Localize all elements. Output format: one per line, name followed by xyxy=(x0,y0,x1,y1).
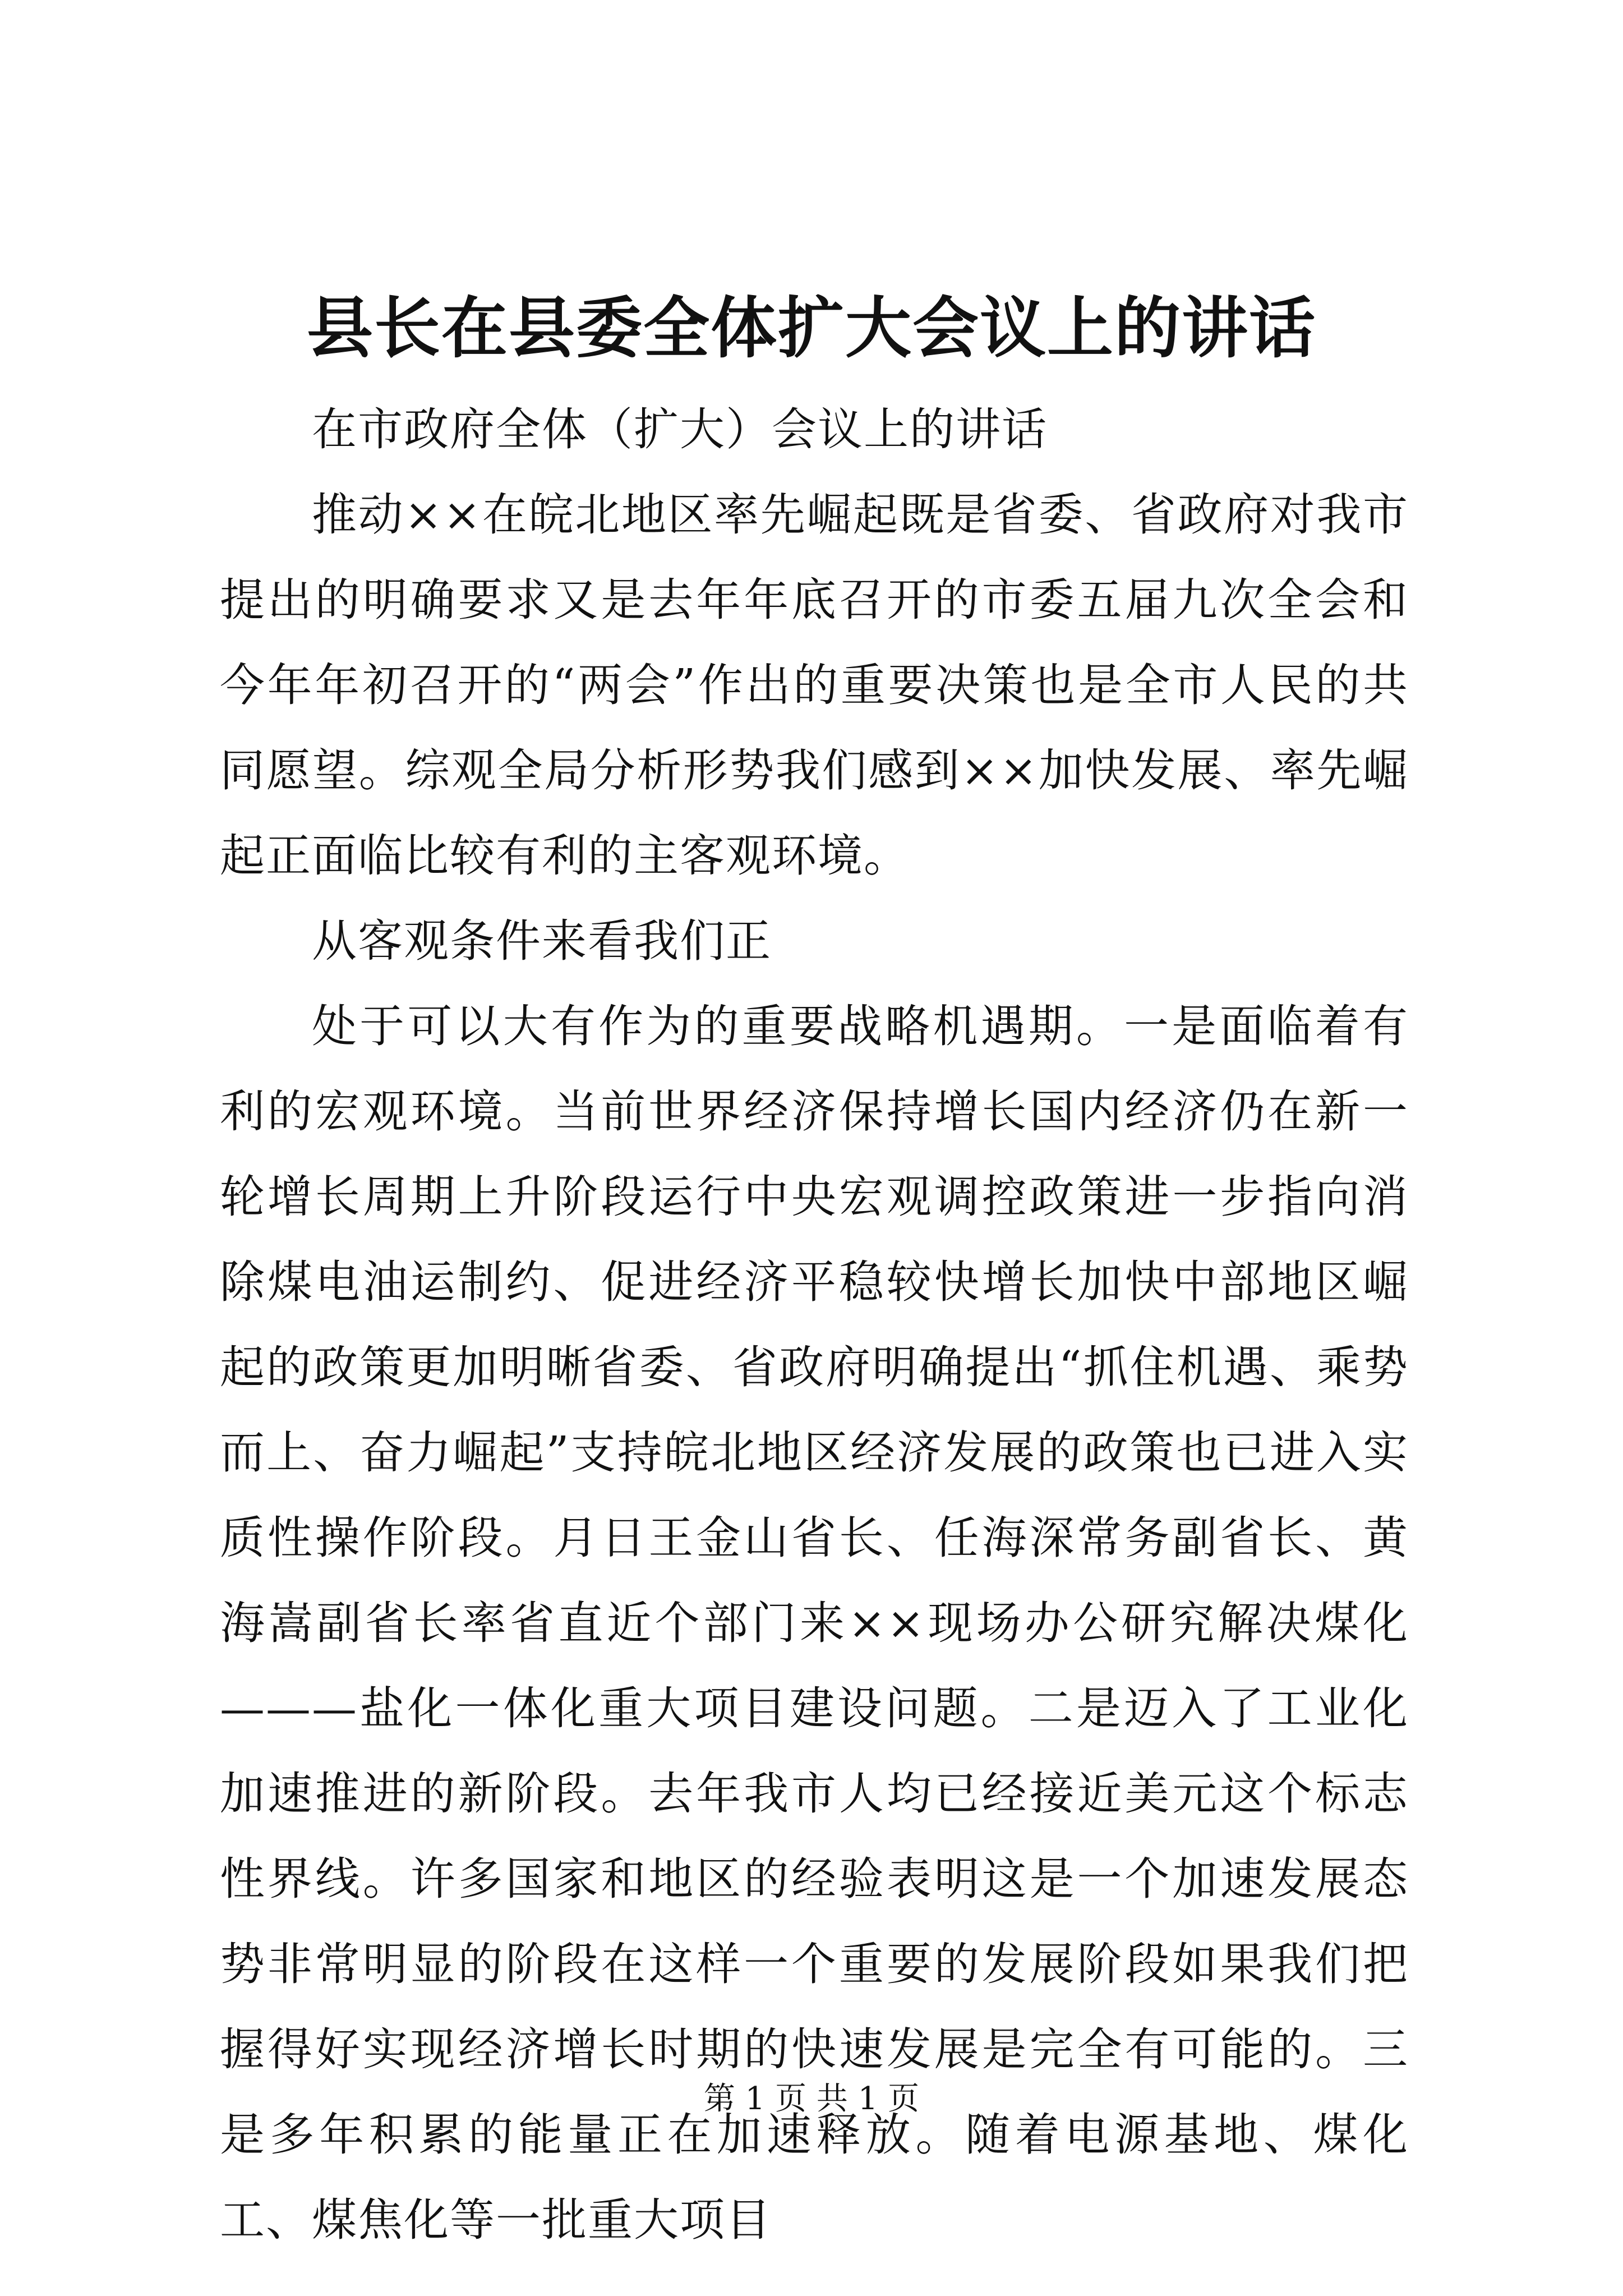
paragraph: 处于可以大有作为的重要战略机遇期。一是面临着有利的宏观环境。当前世界经济保持增长国内经济仍在新一轮增长周期上升阶段运行中央宏观调控政策进一步指向消除煤电油运制约、促进经济平稳较快增长加快中部地区崛起的政策更加明晰省委、省政府明确提出“抓住机遇、乘势而上、奋力崛起”支持皖北地区经济发展的政策也已进入实质性操作阶段。月日王金山省长、任海深常务副省长、黄海嵩副省长率省直近个部门来××现场办公研究解决煤化———盐化一体化重大项目建设问题。二是迈入了工业化加速推进的新阶段。去年我市人均已经接近美元这个标志性界线。许多国家和地区的经验表明这是一个加速发展态势非常明显的阶段在这样一个重要的发展阶段如果我们把握得好实现经济增长时期的快速发展是完全有可能的。三是多年积累的能量正在加速释放。随着电源基地、煤化工、煤焦化等一批重大项目 xyxy=(220,1000,1409,2246)
paragraph: 从客观条件来看我们正 xyxy=(312,915,772,967)
page-footer: 第 1 页 共 1 页 xyxy=(703,2081,920,2117)
document-body xyxy=(220,387,1409,2263)
paragraph: 在市政府全体（扩大）会议上的讲话 xyxy=(312,403,1048,455)
paragraph: 推动××在皖北地区率先崛起既是省委、省政府对我市提出的明确要求又是去年年底召开的市委五届九次全会和今年年初召开的“两会”作出的重要决策也是全市人民的共同愿望。综观全局分析形势我们感到××加快发展、率先崛起正面临比较有利的主客观环境。 xyxy=(220,489,1409,882)
document-title: 县长在县委全体扩大会议上的讲话 xyxy=(306,289,1316,367)
